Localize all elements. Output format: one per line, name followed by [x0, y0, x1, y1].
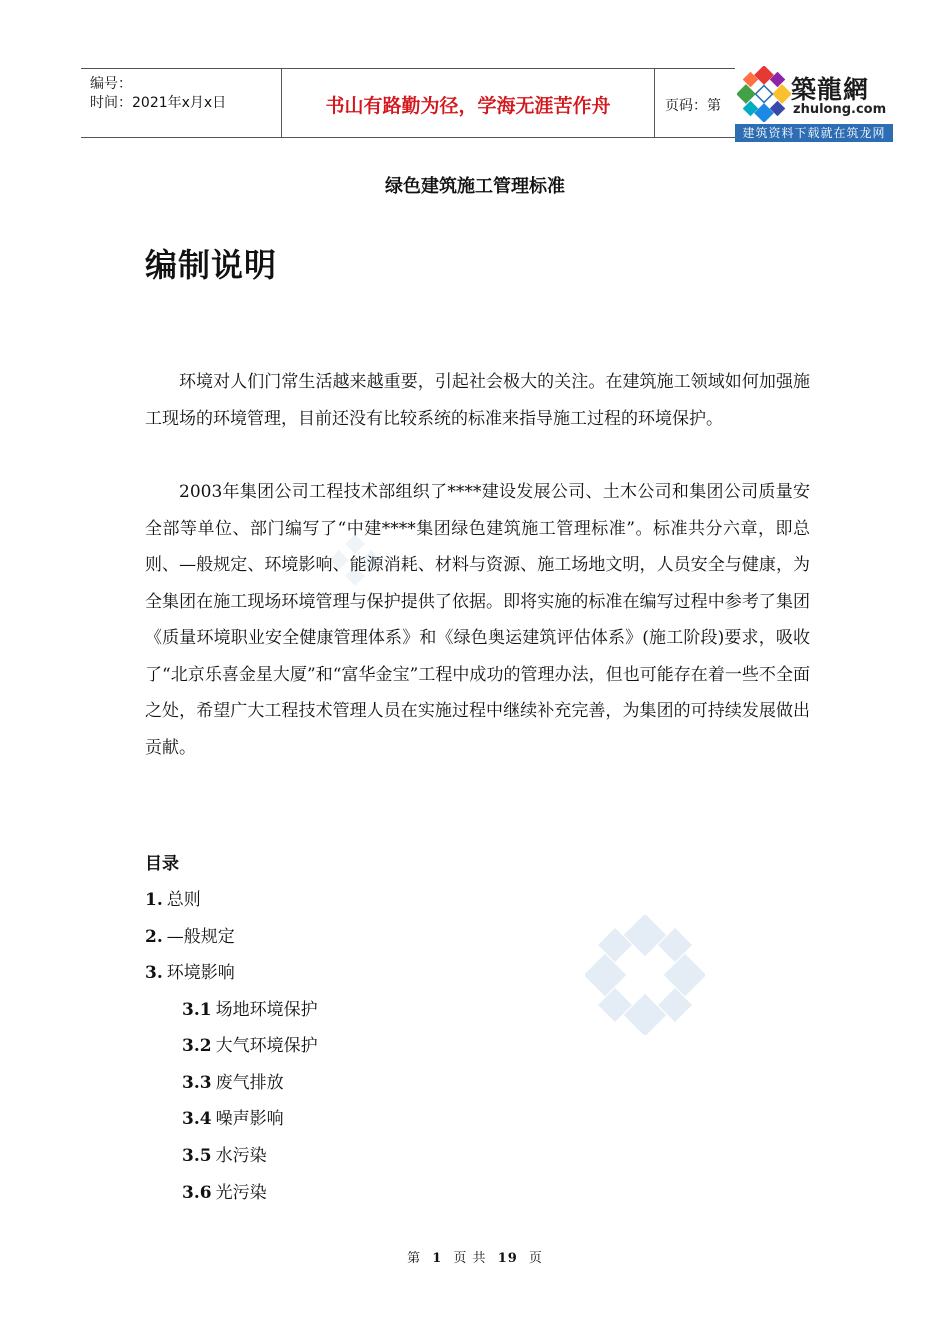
- footer-prefix: 第: [407, 1251, 422, 1266]
- snowflake-logo-icon: [737, 66, 791, 122]
- toc-item-number: 3.2: [182, 1036, 212, 1056]
- toc-subitem: [182, 1104, 284, 1129]
- toc-subitem: [182, 1031, 318, 1056]
- logo-url: zhulong.com: [793, 102, 887, 117]
- watermark-snowflake-icon: [585, 915, 705, 1035]
- footer-total-pages: 19: [497, 1251, 518, 1266]
- toc-item-number: 3.: [145, 963, 163, 983]
- logo-tagline: 建筑资料下载就在筑龙网: [735, 124, 893, 142]
- toc-heading: 目录: [145, 854, 179, 874]
- toc-item-number: 1.: [145, 890, 163, 910]
- section-title: 编制说明: [145, 246, 278, 284]
- toc-item-label: 环境影响: [166, 963, 235, 983]
- footer-suffix: 页: [528, 1251, 543, 1266]
- toc-item-number: 3.3: [182, 1073, 212, 1093]
- paragraph-history: 2003年集团公司工程技术部组织了****建设发展公司、土木公司和集团公司质量安全部等单位、部门编写了“中建****集团绿色建筑施工管理标准”。标准共分六章，即总则、—般规定、环境影响、能源消耗、材料与资源、施工场地文明，人员安全与健康，为全集团在施工现场环境管理与保护提供了依据。即将实施的标准在编写过程中参考了集团《质量环境职业安全健康管理体系》和《绿色奥运建筑评估体系》(施工阶段)要求，吸收了“北京乐喜金星大厦”和“富华金宝”工程中成功的管理办法，但也可能存在着一些不全面之处，希望广大工程技术管理人员在实施过程中继续补充完善，为集团的可持续发展做出贡献。: [145, 482, 810, 758]
- toc-item-label: 噪声影响: [215, 1109, 284, 1129]
- toc-item-label: 废气排放: [215, 1073, 284, 1093]
- footer-middle: 页 共: [453, 1251, 487, 1266]
- toc-item-label: 总则: [166, 890, 201, 910]
- toc-subitem: [182, 995, 318, 1020]
- toc-subitem: [182, 1141, 267, 1166]
- toc-item-label: —般规定: [166, 927, 235, 947]
- page-code-label: 页码：第: [665, 98, 721, 114]
- time-label: 时间：2021年x月x日: [90, 95, 227, 111]
- toc-subitem: [182, 1178, 267, 1203]
- document-title: 绿色建筑施工管理标准: [385, 176, 565, 197]
- toc-item-label: 水污染: [215, 1146, 267, 1166]
- toc-item-number: 3.5: [182, 1146, 212, 1166]
- page-footer: [0, 1247, 950, 1266]
- toc-item: [145, 922, 235, 947]
- footer-page-number: 1: [432, 1251, 443, 1266]
- header-motto-cell: [282, 69, 655, 137]
- toc-item-number: 3.1: [182, 1000, 212, 1020]
- toc-item-number: 2.: [145, 927, 163, 947]
- toc-item: [145, 885, 201, 910]
- toc-item-label: 光污染: [215, 1183, 267, 1203]
- toc-item-label: 场地环境保护: [215, 1000, 318, 1020]
- toc-item-label: 大气环境保护: [215, 1036, 318, 1056]
- toc-subitem: [182, 1068, 284, 1093]
- paragraph-intro: 环境对人们门常生活越来越重要，引起社会极大的关注。在建筑施工领域如何加强施工现场的环境管理，目前还没有比较系统的标准来指导施工过程的环境保护。: [145, 372, 810, 429]
- toc-item-number: 3.6: [182, 1183, 212, 1203]
- motto-text: 书山有路勤为径，学海无涯苦作舟: [325, 95, 611, 117]
- watermark-small-icon: [330, 535, 380, 585]
- zhulong-logo: [735, 66, 893, 142]
- header-info-cell: [81, 69, 282, 137]
- toc-item: [145, 958, 235, 983]
- number-label: 编号：: [90, 76, 132, 92]
- toc-item-number: 3.4: [182, 1109, 212, 1129]
- logo-name: 築龍網: [791, 75, 870, 104]
